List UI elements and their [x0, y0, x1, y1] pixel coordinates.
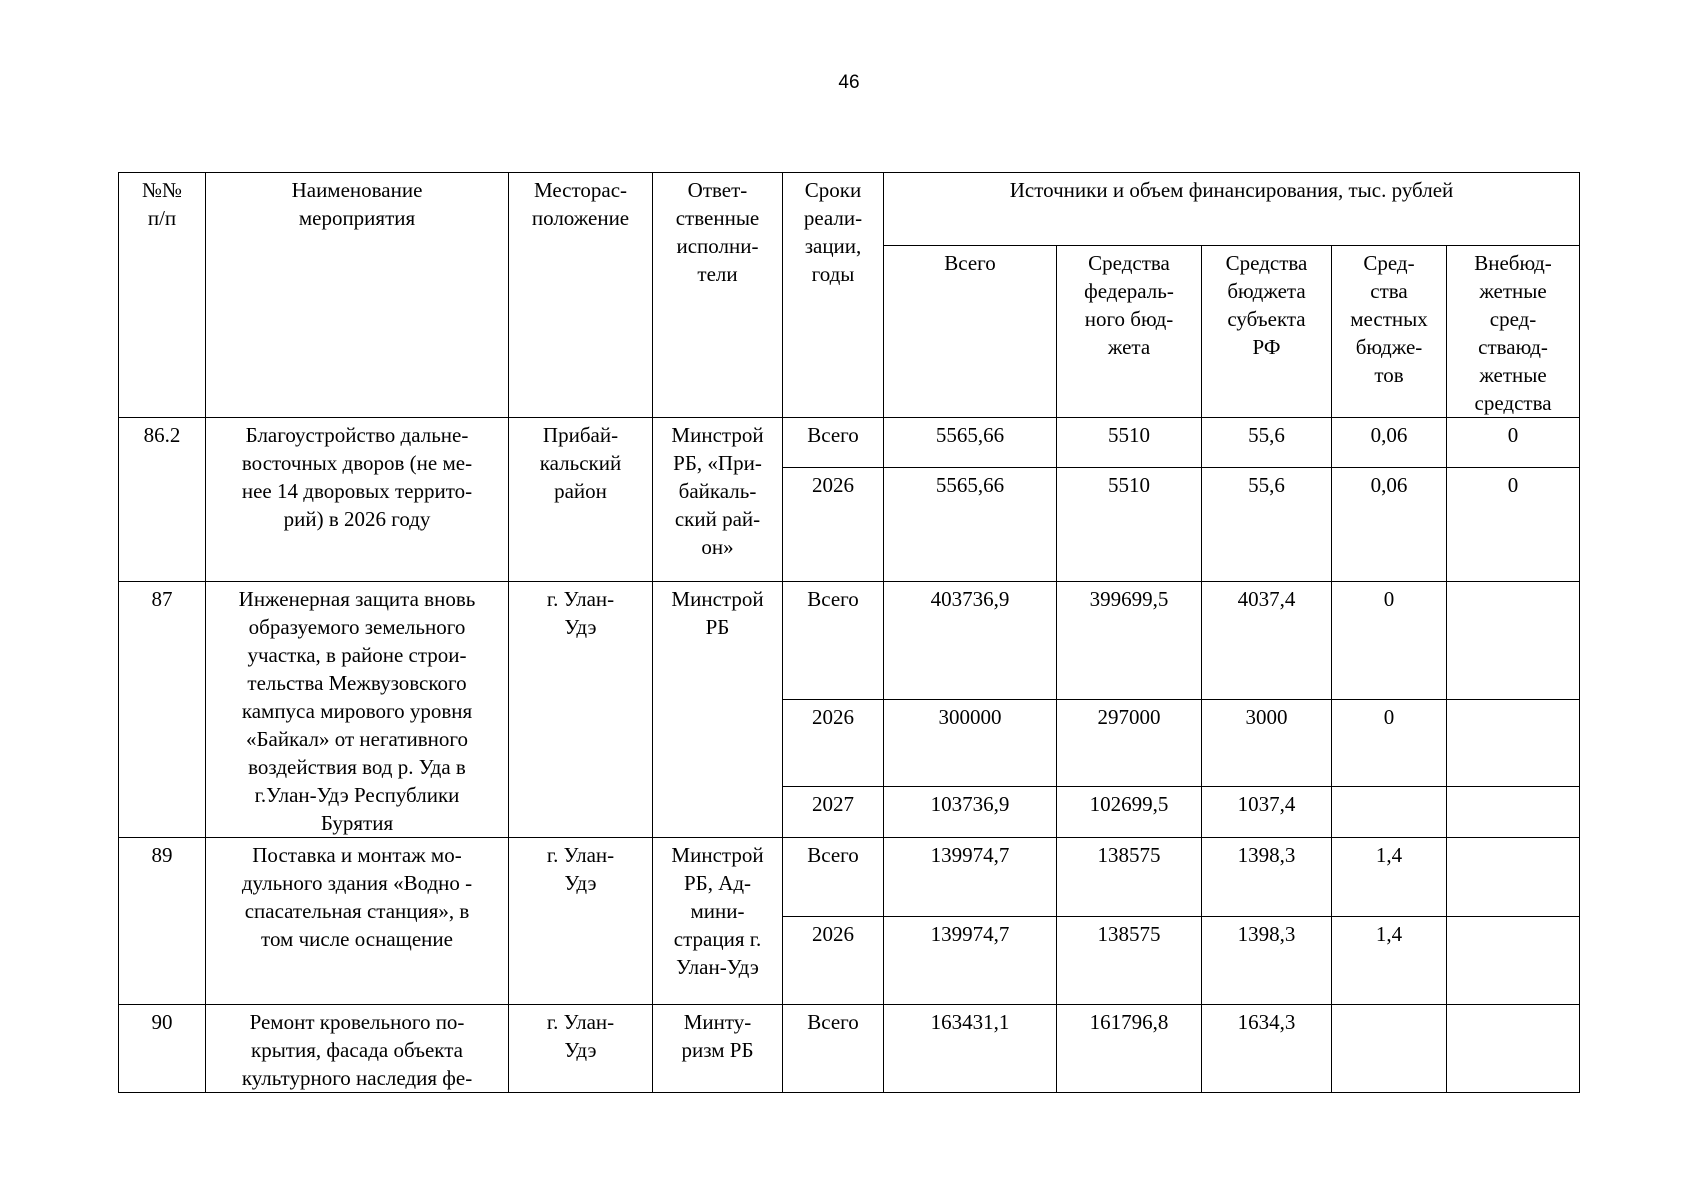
cell-extra — [1447, 917, 1580, 1005]
cell-local: 0,06 — [1332, 418, 1447, 468]
cell-number: 86.2 — [119, 418, 206, 582]
cell-subject: 1398,3 — [1202, 917, 1332, 1005]
cell-location: Прибай- кальский район — [509, 418, 653, 582]
cell-extra — [1447, 838, 1580, 917]
cell-subject: 3000 — [1202, 699, 1332, 786]
cell-local: 1,4 — [1332, 838, 1447, 917]
cell-responsible: Минстрой РБ — [653, 582, 783, 838]
cell-measure-name: Ремонт кровельного по- крытия, фасада объекта культурного наследия фе- — [206, 1005, 509, 1093]
cell-federal: 297000 — [1057, 699, 1202, 786]
cell-local: 0,06 — [1332, 468, 1447, 582]
cell-period: Всего — [783, 582, 884, 700]
header-no: №№ п/п — [119, 173, 206, 418]
cell-subject: 1634,3 — [1202, 1005, 1332, 1093]
cell-measure-name: Инженерная защита вновь образуемого земельного участка, в районе строи- тельства Межвузовского кампуса мирового уровня «Байкал» от негативного воздействия вод р. Уда в г.Улан-Удэ Республики Бурятия — [206, 582, 509, 838]
header-extra: Внебюд- жетные сред- стваюд- жетные средства — [1447, 246, 1580, 418]
cell-local — [1332, 1005, 1447, 1093]
cell-extra: 0 — [1447, 468, 1580, 582]
header-subject: Средства бюджета субъекта РФ — [1202, 246, 1332, 418]
cell-period: Всего — [783, 838, 884, 917]
header-local: Сред- ства местных бюдже- тов — [1332, 246, 1447, 418]
financing-table — [118, 172, 1580, 1093]
cell-period: 2027 — [783, 787, 884, 838]
cell-extra — [1447, 1005, 1580, 1093]
header-responsible: Ответ- ственные исполни- тели — [653, 173, 783, 418]
cell-federal: 138575 — [1057, 917, 1202, 1005]
cell-period: 2026 — [783, 917, 884, 1005]
header-federal: Средства федераль- ного бюд- жета — [1057, 246, 1202, 418]
cell-subject: 55,6 — [1202, 418, 1332, 468]
cell-total: 163431,1 — [884, 1005, 1057, 1093]
cell-federal: 161796,8 — [1057, 1005, 1202, 1093]
cell-location: г. Улан- Удэ — [509, 582, 653, 838]
cell-federal: 5510 — [1057, 418, 1202, 468]
cell-total: 403736,9 — [884, 582, 1057, 700]
cell-extra — [1447, 582, 1580, 700]
cell-period: 2026 — [783, 699, 884, 786]
cell-federal: 138575 — [1057, 838, 1202, 917]
cell-total: 300000 — [884, 699, 1057, 786]
page-number: 46 — [838, 72, 860, 93]
header-sources: Источники и объем финансирования, тыс. рублей — [884, 173, 1580, 246]
cell-location: г. Улан- Удэ — [509, 838, 653, 1005]
cell-responsible: Минту- ризм РБ — [653, 1005, 783, 1093]
table-row — [119, 838, 1580, 917]
header-name: Наименование мероприятия — [206, 173, 509, 418]
cell-local: 1,4 — [1332, 917, 1447, 1005]
cell-local — [1332, 787, 1447, 838]
cell-measure-name: Благоустройство дальне- восточных дворов (не ме- нее 14 дворовых террито- рий) в 2026 году — [206, 418, 509, 582]
cell-federal: 5510 — [1057, 468, 1202, 582]
cell-number: 87 — [119, 582, 206, 838]
table-row — [119, 418, 1580, 468]
cell-responsible: Минстрой РБ, «При- байкаль- ский рай- он» — [653, 418, 783, 582]
cell-period: Всего — [783, 1005, 884, 1093]
cell-extra — [1447, 699, 1580, 786]
cell-responsible: Минстрой РБ, Ад- мини- страция г. Улан-Удэ — [653, 838, 783, 1005]
header-period: Сроки реали- зации, годы — [783, 173, 884, 418]
cell-total: 139974,7 — [884, 838, 1057, 917]
table-row — [119, 1005, 1580, 1093]
cell-period: 2026 — [783, 468, 884, 582]
cell-subject: 1398,3 — [1202, 838, 1332, 917]
cell-total: 5565,66 — [884, 418, 1057, 468]
cell-measure-name: Поставка и монтаж мо- дульного здания «Водно - спасательная станция», в том числе оснащение — [206, 838, 509, 1005]
cell-local: 0 — [1332, 582, 1447, 700]
cell-location: г. Улан- Удэ — [509, 1005, 653, 1093]
cell-federal: 102699,5 — [1057, 787, 1202, 838]
cell-federal: 399699,5 — [1057, 582, 1202, 700]
cell-total: 139974,7 — [884, 917, 1057, 1005]
cell-extra — [1447, 787, 1580, 838]
header-location: Месторас- положение — [509, 173, 653, 418]
table-row — [119, 582, 1580, 700]
cell-subject: 4037,4 — [1202, 582, 1332, 700]
cell-local: 0 — [1332, 699, 1447, 786]
cell-subject: 55,6 — [1202, 468, 1332, 582]
cell-extra: 0 — [1447, 418, 1580, 468]
cell-subject: 1037,4 — [1202, 787, 1332, 838]
cell-total: 103736,9 — [884, 787, 1057, 838]
cell-number: 89 — [119, 838, 206, 1005]
cell-period: Всего — [783, 418, 884, 468]
cell-number: 90 — [119, 1005, 206, 1093]
header-total: Всего — [884, 246, 1057, 418]
cell-total: 5565,66 — [884, 468, 1057, 582]
